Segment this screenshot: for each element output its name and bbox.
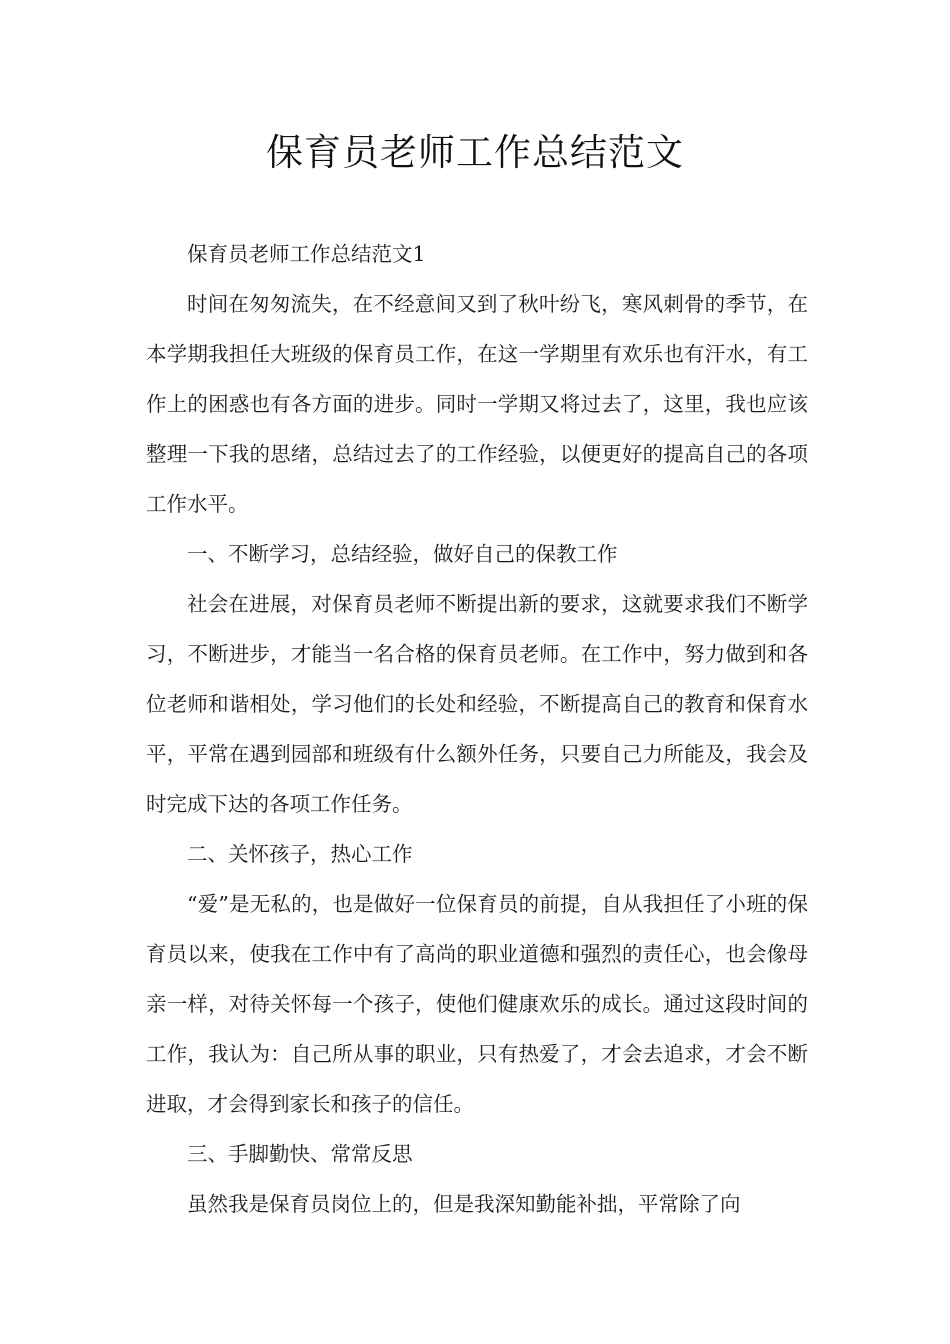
section-heading-1: 一、不断学习，总结经验，做好自己的保教工作 bbox=[187, 542, 618, 566]
paragraph-section-3: 虽然我是保育员岗位上的，但是我深知勤能补拙，平常除了向 bbox=[187, 1192, 741, 1216]
paragraph-subtitle: 保育员老师工作总结范文1 bbox=[187, 242, 426, 266]
document-body bbox=[146, 229, 808, 1229]
paragraph-section-1: 社会在进展，对保育员老师不断提出新的要求，这就要求我们不断学习，不断进步，才能当一名合格的保育员老师。在工作中，努力做到和各位老师和谐相处，学习他们的长处和经验，不断提高自己的教育和保育水平，平常在遇到园部和班级有什么额外任务，只要自己力所能及，我会及时完成下达的各项工作任务。 bbox=[146, 592, 808, 816]
paragraph-intro: 时间在匆匆流失，在不经意间又到了秋叶纷飞，寒风刺骨的季节，在本学期我担任大班级的保育员工作，在这一学期里有欢乐也有汗水，有工作上的困惑也有各方面的进步。同时一学期又将过去了，这里，我也应该整理一下我的思绪，总结过去了的工作经验，以便更好的提高自己的各项工作水平。 bbox=[146, 292, 808, 516]
section-heading-3: 三、手脚勤快、常常反思 bbox=[187, 1142, 413, 1166]
paragraph-section-2: “爱”是无私的，也是做好一位保育员的前提，自从我担任了小班的保育员以来，使我在工作中有了高尚的职业道德和强烈的责任心，也会像母亲一样，对待关怀每一个孩子，使他们健康欢乐的成长。通过这段时间的工作，我认为：自己所从事的职业，只有热爱了，才会去追求，才会不断进取，才会得到家长和孩子的信任。 bbox=[146, 892, 808, 1116]
section-heading-2: 二、关怀孩子，热心工作 bbox=[187, 842, 413, 866]
document-title: 保育员老师工作总结范文 bbox=[266, 131, 684, 174]
